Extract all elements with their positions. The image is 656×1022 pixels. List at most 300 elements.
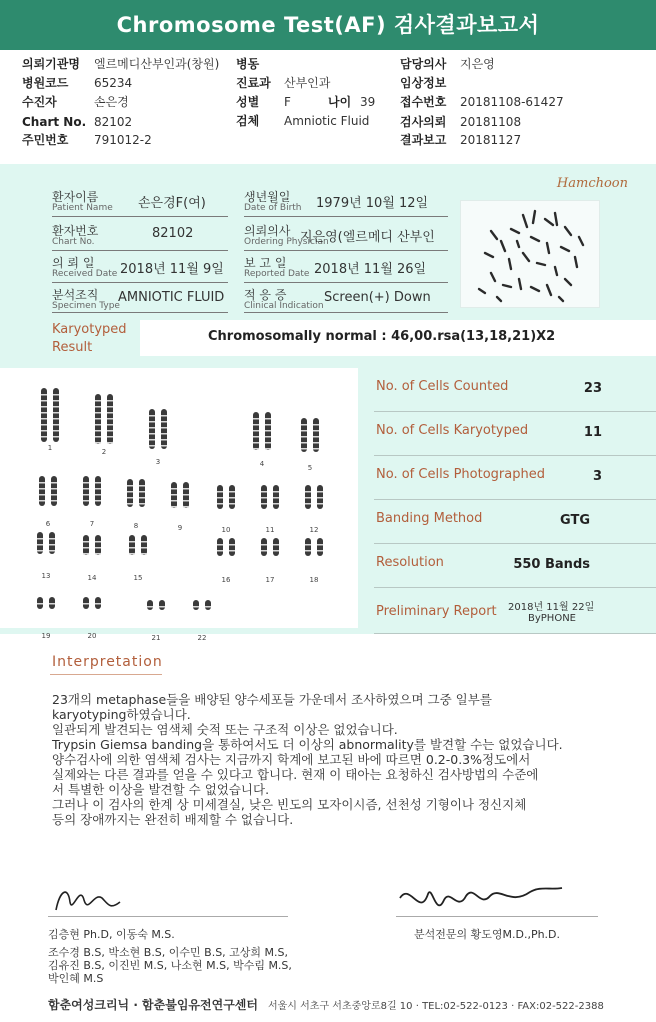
chromosome-band [127,491,133,493]
right-signer-name: 분석전문의 황도영M.D.,Ph.D. [414,928,561,941]
interp-line: 등의 장애까지는 완전히 배제할 수 없습니다. [52,812,294,827]
chromosome-band [161,427,167,429]
chromosome-number: 7 [89,520,95,528]
field-label-en: Reported Date [244,269,310,279]
chromosome-band [265,424,271,426]
karyotype-result-box [140,320,656,356]
chromosome-pair [261,538,279,584]
chromosome-band [253,448,259,450]
chromosome-band [305,544,311,546]
reported-field [244,254,427,279]
chromosome-band [305,503,311,505]
chromosome-band [183,488,189,490]
left-signer-name: 김층현 Ph.D, 이동숙 M.S. [48,928,175,941]
stat-row [374,456,656,500]
chart-value: 82102 [152,226,194,241]
chromosome [147,600,153,610]
chromosome-band [273,503,279,505]
chromosome-band [83,500,89,502]
chromosome-band [83,553,89,555]
field-label-en: Received Date [52,269,118,279]
chromosome-band [39,500,45,502]
chromosome-band [53,424,59,426]
stat-row [374,412,656,456]
chromosome-band [53,436,59,438]
chromosome-band [37,538,43,540]
chromosome-band [41,436,47,438]
interp-line: 23개의 metaphase들을 배양된 양수세포들 가운데서 조사하였으며 그중 일부를 [52,692,492,707]
chromosome-band [171,506,177,508]
header-info [0,50,656,164]
chromosome-number: 22 [197,634,207,642]
chromosome-band [229,491,235,493]
header-label: 성별 [236,95,260,109]
chromosome-pair [261,485,279,534]
chromosome-band [53,400,59,402]
chromosome [141,535,147,555]
chromosome-band [217,491,223,493]
signature-line [48,916,288,917]
chromosome-band [41,412,47,414]
header-label: 병원코드 [22,76,69,90]
chromosome-pair [253,412,271,468]
field-label-en: Date of Birth [244,203,302,213]
chromosome [159,600,165,610]
field-label-en: Patient Name [52,203,113,213]
chromosome-band [205,606,211,608]
chromosome-band [317,497,323,499]
chromosome-band [95,482,101,484]
chromosome-band [253,430,259,432]
chromosome-band [107,442,113,444]
chromosome-number: 19 [41,632,51,640]
chromosome-band [265,442,271,444]
chromosome-band [317,503,323,505]
chromosome-band [265,418,271,420]
chromosome-number: 9 [177,524,183,532]
chromosome-band [265,436,271,438]
preliminary-label: Preliminary Report [376,604,497,619]
field-label: 환자번호 [52,224,99,238]
chromosome-band [301,448,307,450]
chromosome-band [95,488,101,490]
chromosome-band [83,541,89,543]
divider [52,250,228,251]
divider [52,312,228,313]
chromosome-band [149,415,155,417]
field-label: 분석조직 [52,288,99,302]
chromosome-band [305,550,311,552]
chromosome [317,538,323,556]
chromosome-number: 6 [45,520,51,528]
chromosome-band [253,418,259,420]
header-label: 병동 [236,57,260,71]
physician-field [244,222,435,247]
chromosome-band [217,544,223,546]
specimen-value: AMNIOTIC FLUID [118,290,225,305]
preliminary-report-row [374,588,656,634]
chromosome [305,538,311,556]
interp-line: karyotyping하였습니다. [52,707,191,722]
chromosome-band [95,547,101,549]
chromosome-pair [39,476,57,528]
metaphase-chromosomes [461,201,601,309]
chromosome-band [51,500,57,502]
chromosome-number: 14 [87,574,97,582]
staff-line: 조수경 B.S, 박소현 B.S, 이수민 B.S, 고상희 M.S, [48,946,289,959]
chromosome-band [107,430,113,432]
karyogram [0,368,358,642]
chromosome-band [313,448,319,450]
header-value: 손은경 [94,95,129,109]
chromosome [313,418,319,452]
chromosome [205,600,211,610]
report-title: Chromosome Test(AF) 검사결과보고서 [0,0,656,50]
chromosome-pair [37,597,55,640]
chart-field [52,222,194,247]
chromosome-band [217,550,223,552]
chromosome-pair [193,600,211,642]
header-value: 791012-2 [94,133,152,147]
field-label: 보 고 일 [244,256,287,270]
divider [52,282,228,283]
chromosome-pair [83,476,101,528]
header-value: 65234 [94,76,133,90]
chromosome-band [41,418,47,420]
divider [244,282,448,283]
chromosome-band [95,412,101,414]
header-label: 임상정보 [400,76,447,90]
chromosome-band [183,506,189,508]
header-label: 검체 [236,114,260,128]
chromosome-band [107,400,113,402]
chromosome [217,538,223,556]
chromosome [301,418,307,452]
field-label-en: Ordering Physician [244,237,329,247]
report-document [0,164,656,1022]
chromosome-band [261,503,267,505]
chromosome-band [183,494,189,496]
chromosome-band [95,500,101,502]
reported-value: 2018년 11월 26일 [314,262,427,277]
metaphase-spread-image [460,200,600,308]
chromosome-band [161,421,167,423]
chromosome-band [95,436,101,438]
chromosome-band [171,494,177,496]
interp-line: Trypsin Giemsa banding을 통하여서도 더 이상의 abnormality를 발견할 수는 없었습니다. [52,737,563,752]
chromosome-band [51,494,57,496]
chromosome-band [161,439,167,441]
chromosome-band [147,606,153,608]
chromosome-number: 17 [265,576,275,584]
chromosome-band [107,436,113,438]
chromosome-band [253,424,259,426]
chromosome-band [149,433,155,435]
interp-line: 그러나 이 검사의 한계 상 미세결실, 낮은 빈도의 모자이시즘, 선천성 기형이나 정신지체 [52,797,527,812]
received-value: 2018년 11월 9일 [120,262,224,277]
chromosome-pair [305,538,323,584]
chromosome-band [229,544,235,546]
chromosome-pair [217,485,235,534]
stat-value: 3 [592,469,602,484]
chromosome-band [41,406,47,408]
chromosome-band [83,494,89,496]
chromosome-band [139,497,145,499]
chromosome-band [149,445,155,447]
header-label: 담당의사 [400,57,447,71]
chromosome-band [51,488,57,490]
chromosome-band [41,430,47,432]
chromosome-band [273,550,279,552]
chromosome-band [53,412,59,414]
chromosome [41,388,47,442]
divider [244,250,448,251]
footer [48,996,604,1013]
chromosome-band [127,485,133,487]
report-panel [0,164,656,642]
karyotyped-result-label [52,322,127,356]
header-value: 20181127 [460,133,522,147]
chromosome-band [161,445,167,447]
divider [244,216,448,217]
chromosome-band [301,436,307,438]
left-signature [50,880,290,920]
chromosome-band [141,541,147,543]
right-signature [380,878,570,926]
stat-label: Banding Method [376,511,483,526]
chromosome-number: 10 [221,526,231,534]
chromosome-band [159,606,165,608]
chromosome-band [95,406,101,408]
field-label-en: Chart No. [52,237,95,247]
chromosome-band [95,418,101,420]
field-label: 생년월일 [244,190,291,204]
chromosome-pair [149,409,167,466]
chromosome-pair [83,597,101,640]
age-label: 나이 [328,95,352,109]
physician-value: 지은영(엘르메디 산부인 [300,230,435,245]
header-value: 산부인과 [284,76,331,90]
karyo-label-line1: Karyotyped [52,322,127,337]
chromosome-band [41,424,47,426]
chromosome-band [53,418,59,420]
header-value: 82102 [94,115,133,129]
chromosome-band [139,503,145,505]
field-label: 의뢰의사 [244,224,291,238]
chromosome-band [301,430,307,432]
hamchoon-logo: Hamchoon [556,176,628,191]
footer-address: 서울시 서초구 서초중앙로8길 10 · TEL:02-522-0123 · FAX:02-522-2388 [267,1001,604,1012]
chromosome-band [229,550,235,552]
chromosome-band [313,442,319,444]
chromosome-number: 4 [259,460,265,468]
chromosome-band [217,503,223,505]
chromosome-band [149,427,155,429]
indication-value: Screen(+) Down [324,290,431,305]
chromosome-band [127,503,133,505]
chromosome-band [39,482,45,484]
chromosome-band [139,485,145,487]
karyotype-result-text: Chromosomally normal : 46,00.rsa(13,18,21)X2 [208,329,556,344]
chromosome-band [49,544,55,546]
chromosome-band [95,541,101,543]
chromosome-band [139,491,145,493]
stat-row [374,368,656,412]
chromosome-band [95,603,101,605]
chromosome-pair [301,418,319,472]
staff-line: 김유진 B.S, 이진빈 M.S, 나소현 M.S, 박수림 M.S, [48,959,292,972]
received-field [52,254,224,279]
chromosome-number: 11 [265,526,275,534]
field-label-en: Specimen Type [52,301,120,311]
chromosome-band [39,494,45,496]
interp-line: 서 특별한 이상을 발견할 수 없었습니다. [52,782,270,797]
interpretation-title: Interpretation [52,654,163,670]
chromosome-band [261,544,267,546]
divider [52,216,228,217]
stat-label: No. of Cells Karyotyped [376,423,529,438]
chromosome-number: 3 [155,458,161,466]
chromosome-band [193,606,199,608]
chromosome-band [53,394,59,396]
header-label: 수진자 [22,95,57,109]
chromosome-band [253,436,259,438]
chromosome-band [95,430,101,432]
chromosome-band [37,603,43,605]
chromosome-band [161,415,167,417]
chromosome-band [301,424,307,426]
chromosome-number: 16 [221,576,231,584]
chromosome-number: 5 [307,464,313,472]
chromosome-band [39,488,45,490]
chromosome-band [229,503,235,505]
header-value: Amniotic Fluid [284,114,370,128]
chromosome-pair [217,538,235,584]
header-label: Chart No. [22,115,87,129]
header-value: 지은영 [460,57,495,71]
chromosome-band [83,603,89,605]
age-value: 39 [360,95,376,109]
preliminary-date: 2018년 11월 22일 [508,602,595,613]
chromosome-pair [171,482,189,532]
header-label: 검사의뢰 [400,115,447,129]
chromosome-number: 13 [41,572,51,580]
chromosome [193,600,199,610]
chromosome-band [171,488,177,490]
chromosome-band [95,442,101,444]
chromosome-band [273,497,279,499]
chromosome [83,535,89,555]
interpretation-text [52,692,612,827]
stat-row [374,544,656,588]
chromosome-band [129,547,135,549]
chromosome-band [129,541,135,543]
chromosome-band [107,424,113,426]
specimen-field [52,286,225,311]
chromosome-band [253,442,259,444]
stat-label: Resolution [376,555,444,570]
chromosome [273,538,279,556]
stat-label: No. of Cells Counted [376,379,509,394]
header-label: 접수번호 [400,95,447,109]
chromosome-band [51,482,57,484]
chromosome-band [83,547,89,549]
dob-value: 1979년 10월 12일 [316,196,429,211]
chromosome [53,388,59,442]
chromosome-pair [41,388,59,452]
patient-name-field [52,188,206,213]
karyo-label-line2: Result [52,340,93,355]
chromosome-band [83,482,89,484]
chromosome-band [41,394,47,396]
chromosome-pair [127,479,145,530]
preliminary-by: ByPHONE [528,613,576,624]
chromosome-pair [95,394,113,456]
interp-line: 실제와는 다른 결과를 얻을 수 있다고 합니다. 현재 이 태아는 요청하신 검사방법의 수준에 [52,767,539,782]
chromosome-band [95,400,101,402]
chromosome-band [37,544,43,546]
chromosome-band [95,424,101,426]
staff-line: 박인혜 M.S [48,972,104,985]
chromosome-band [273,544,279,546]
chromosome-band [305,497,311,499]
chromosome-band [141,547,147,549]
chromosome-band [217,497,223,499]
chromosome-band [161,433,167,435]
chromosome-pair [37,532,55,580]
chromosome-band [301,442,307,444]
chromosome-band [313,430,319,432]
header-label: 주민번호 [22,133,69,147]
chromosome-band [229,497,235,499]
chromosome-band [49,538,55,540]
chromosome-band [183,500,189,502]
interp-line: 일관되게 발견되는 염색체 숫적 또는 구조적 이상은 없었습니다. [52,722,398,737]
header-value: F [284,95,291,109]
analysis-stats [374,368,656,634]
chromosome-number: 21 [151,634,161,642]
header-label: 결과보고 [400,133,447,147]
chromosome-band [83,488,89,490]
chromosome-band [53,430,59,432]
chromosome-band [49,603,55,605]
signature-line [396,916,598,917]
divider [50,674,162,675]
chromosome-pair [129,535,147,582]
chromosome [229,538,235,556]
header-label: 진료과 [236,76,271,90]
chromosome [261,538,267,556]
indication-field [244,286,431,311]
chromosome-band [313,436,319,438]
header-value: 엘르메디산부인과(창원) [94,57,220,71]
chromosome-band [37,550,43,552]
stat-value: 11 [583,425,602,440]
patient-name-value: 손은경F(여) [138,196,206,211]
chromosome-band [313,424,319,426]
karyogram-image [0,368,358,642]
chromosome-band [261,550,267,552]
chromosome-band [317,544,323,546]
chromosome-band [261,491,267,493]
chromosome-band [261,497,267,499]
chromosome-band [95,553,101,555]
chromosome-number: 12 [309,526,319,534]
chromosome [129,535,135,555]
dob-field [244,188,429,213]
chromosome-band [273,491,279,493]
chromosome-band [49,550,55,552]
